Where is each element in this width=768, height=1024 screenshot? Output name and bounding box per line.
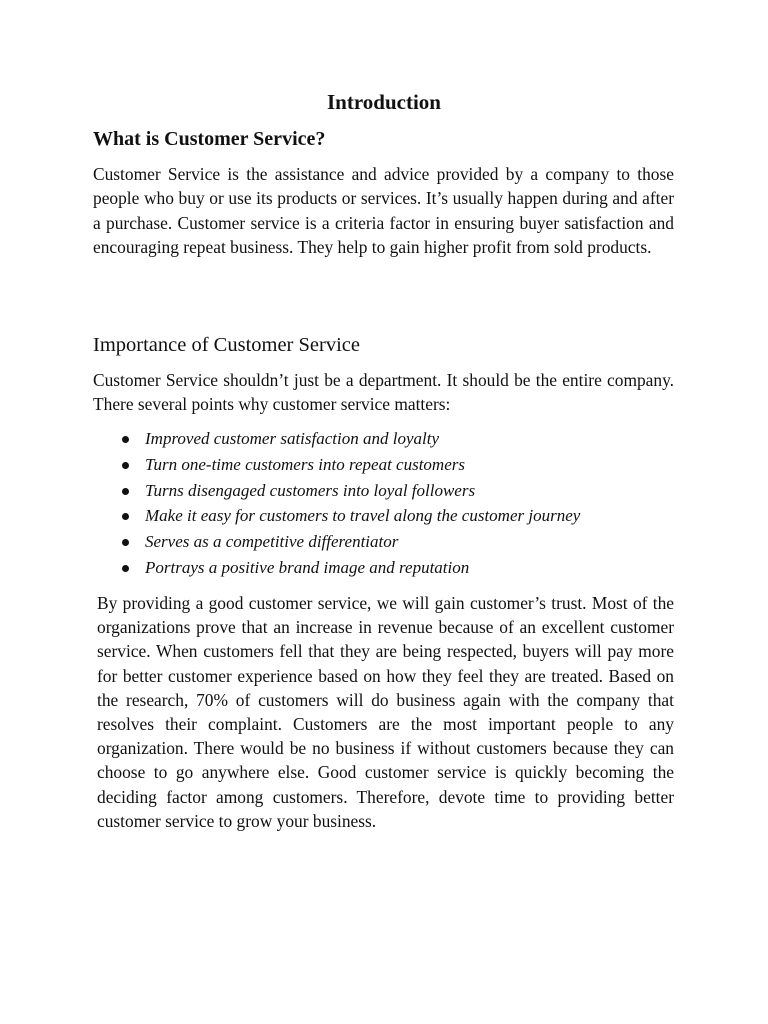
importance-intro-paragraph: Customer Service shouldn’t just be a department. It should be the entire company. There several points why customer service matters: [93,370,674,415]
list-item-text: Make it easy for customers to travel along the customer journey [145,506,581,526]
list-item-text: Turns disengaged customers into loyal followers [145,480,476,500]
bullet-icon [122,488,129,495]
bullet-icon [122,436,129,443]
page-title: Introduction [327,90,441,114]
list-item [120,529,680,555]
list-item-text: Serves as a competitive differentiator [145,532,399,552]
list-item [120,426,680,452]
list-item-text: Improved customer satisfaction and loyalty [145,429,439,448]
bullet-icon [122,462,129,469]
list-item-text: Portrays a positive brand image and reputation [145,557,470,577]
bullet-icon [122,513,129,520]
intro-paragraph: Customer Service is the assistance and advice provided by a company to those people who buy or use its products or services. It’s usually happen during and after a purchase. Customer service is a criteria factor in ensuring buyer satisfaction and encouraging repeat business. They help to gain higher profit from sold products. [93,164,674,258]
list-item [120,478,680,504]
list-item [120,452,680,478]
list-item [120,555,680,581]
body-paragraph: By providing a good customer service, we will gain customer’s trust. Most of the organizations prove that an increase in revenue because of an excellent customer service. When customers fell that they are being respected, buyers will pay more for better customer experience based on how they feel they are treated. Based on the research, 70% of customers will do business again with the company that resolves their complaint. Customers are the most important people to any organization. There would be no business if without customers because they can choose to go anywhere else. Good customer service is quickly becoming the deciding factor among customers. Therefore, devote time to providing better customer service to grow your business. [97,593,674,831]
list-item [120,503,680,529]
list-item-text: Turn one-time customers into repeat customers [145,454,465,474]
section-heading-what-is-customer-service: What is Customer Service? [93,128,326,150]
bullet-icon [122,539,129,546]
bullet-list [120,426,680,581]
section-heading-importance: Importance of Customer Service [93,334,360,356]
bullet-icon [122,565,129,572]
